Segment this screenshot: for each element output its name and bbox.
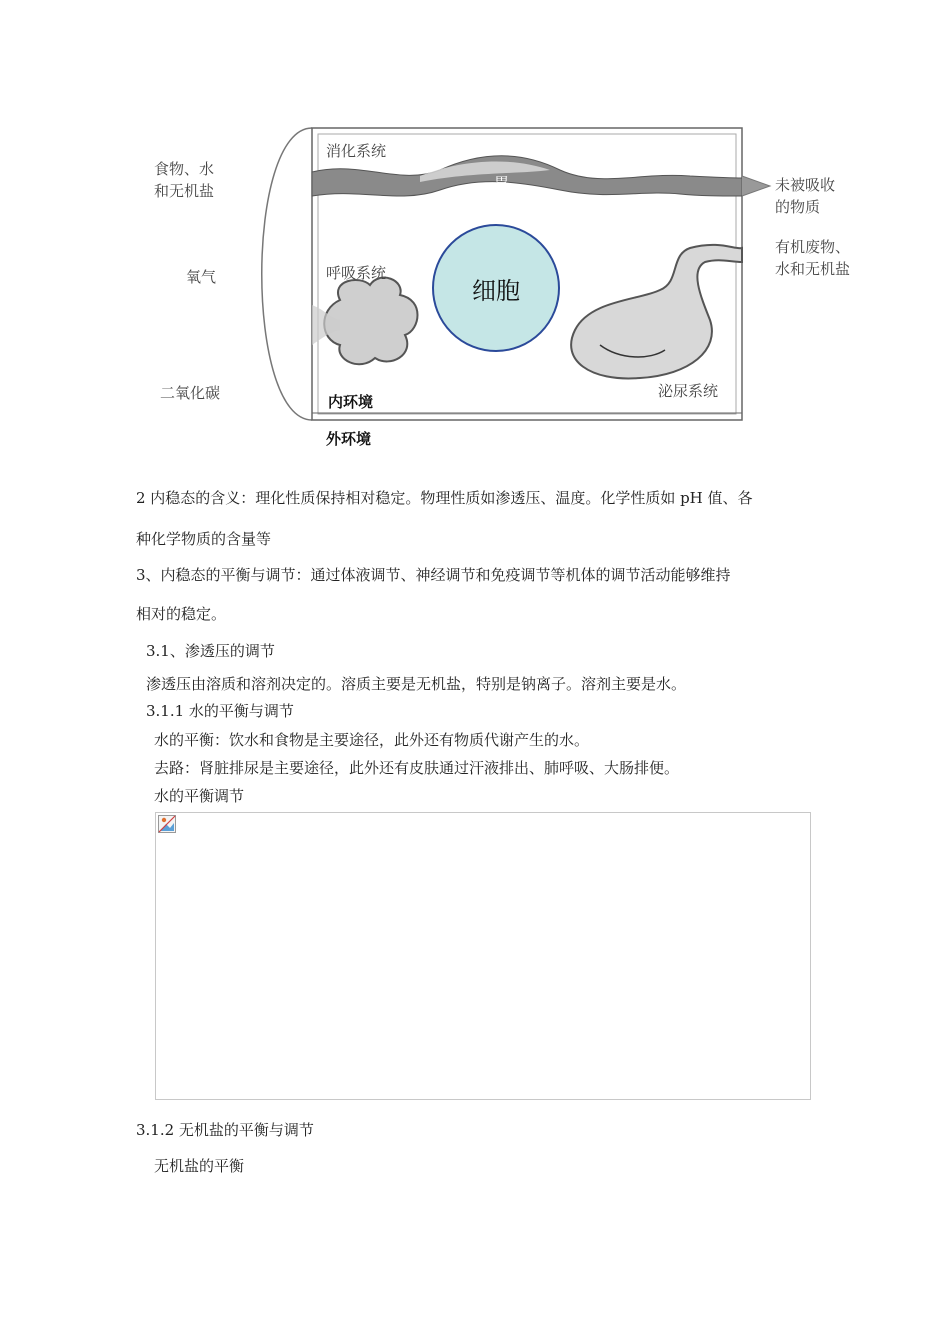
water-regulation-text: 水的平衡调节 (154, 787, 245, 805)
label-oxygen: 氧气 (186, 268, 217, 286)
label-co2: 二氧化碳 (160, 384, 221, 402)
paragraph-2-line-1: 3、内稳态的平衡与调节：通过体液调节、神经调节和免疫调节等机体的调节活动能够维持 (136, 566, 731, 584)
homeostasis-diagram (0, 0, 950, 460)
kidney-shape (571, 245, 742, 379)
label-stomach: 胃 (494, 174, 510, 192)
water-balance-text: 水的平衡：饮水和食物是主要途径，此外还有物质代谢产生的水。 (154, 731, 590, 749)
heading-3-1-2: 3.1.2 无机盐的平衡与调节 (136, 1121, 314, 1139)
label-respiratory: 呼吸系统 (326, 264, 387, 282)
cell-label: 细胞 (472, 276, 520, 305)
salt-balance-text: 无机盐的平衡 (154, 1157, 245, 1175)
label-food-water-2: 和无机盐 (154, 182, 215, 200)
label-waste-2: 水和无机盐 (775, 260, 851, 278)
label-urinary: 泌尿系统 (658, 382, 719, 400)
label-waste-1: 有机废物、 (775, 238, 851, 256)
paragraph-3-1: 渗透压由溶质和溶剂决定的。溶质主要是无机盐，特别是钠离子。溶剂主要是水。 (146, 675, 687, 693)
label-unabsorbed-2: 的物质 (775, 198, 821, 216)
heading-3-1-1: 3.1.1 水的平衡与调节 (146, 702, 294, 720)
label-external-env: 外环境 (326, 430, 372, 448)
label-digestive: 消化系统 (326, 142, 387, 160)
label-food-water-1: 食物、水 (154, 160, 215, 178)
cell-circle (432, 224, 560, 352)
label-unabsorbed-1: 未被吸收 (775, 176, 836, 194)
water-output-text: 去路：肾脏排尿是主要途径，此外还有皮肤通过汗液排出、肺呼吸、大肠排便。 (154, 759, 680, 777)
paragraph-1-line-1: 2 内稳态的含义：理化性质保持相对稳定。物理性质如渗透压、温度。化学性质如 pH 值、各 (136, 489, 753, 507)
body-outline (262, 128, 312, 420)
label-internal-env: 内环境 (328, 393, 374, 411)
broken-image-frame (155, 812, 811, 1100)
paragraph-1-line-2: 种化学物质的含量等 (136, 530, 272, 548)
paragraph-2-line-2: 相对的稳定。 (136, 605, 227, 623)
broken-image-icon (158, 815, 176, 833)
heading-3-1: 3.1、渗透压的调节 (146, 642, 275, 660)
